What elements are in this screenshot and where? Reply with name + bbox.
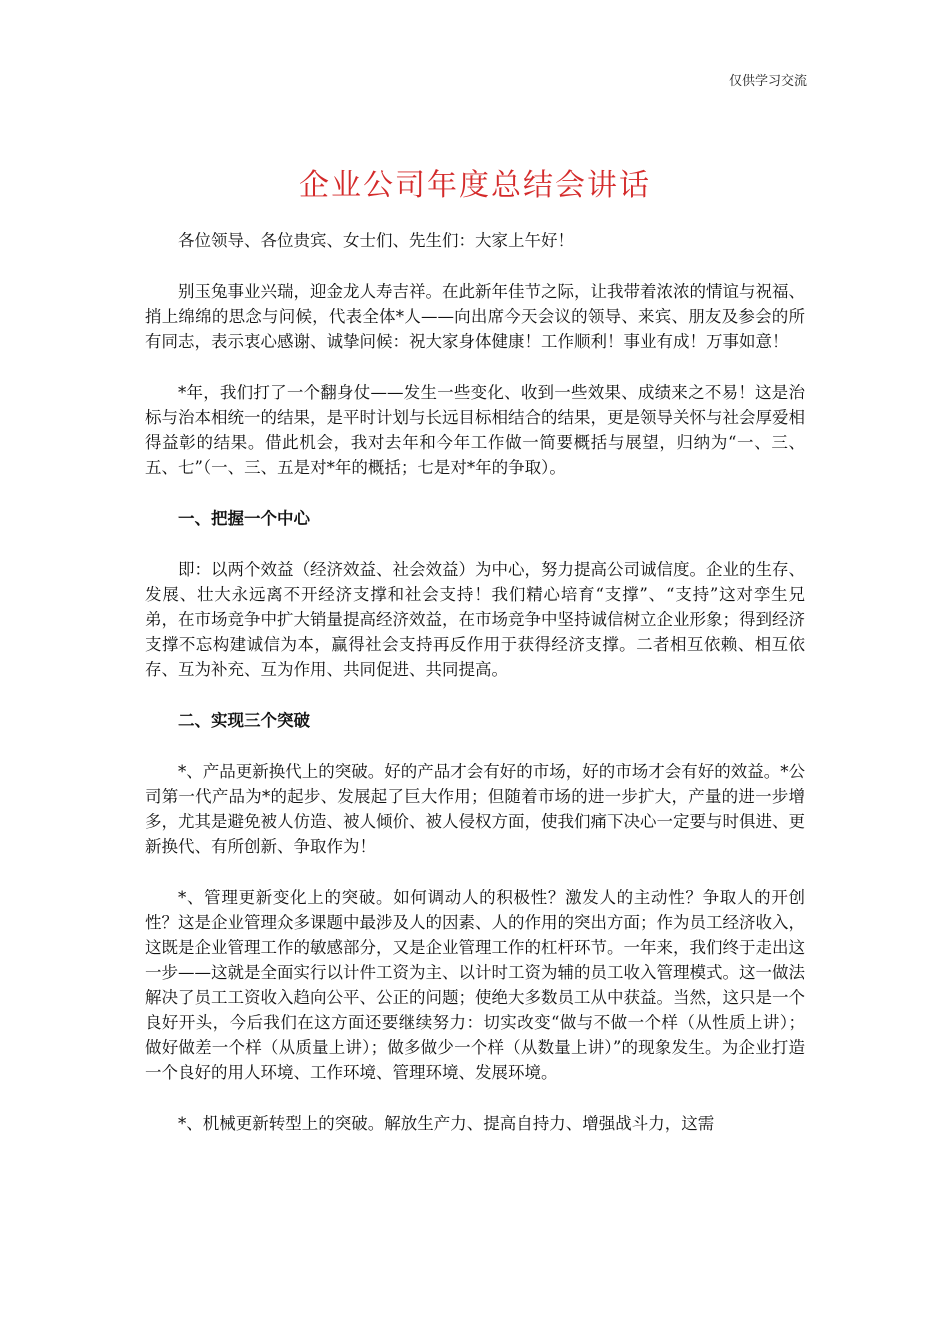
section-heading-2: 二、实现三个突破	[178, 711, 310, 730]
paragraph-6: *、机械更新转型上的突破。解放生产力、提高自持力、增强战斗力，这需	[178, 1114, 715, 1133]
section-heading-1: 一、把握一个中心	[178, 509, 310, 528]
document-title: 企业公司年度总结会讲话	[299, 168, 651, 203]
paragraph-3: 即：以两个效益（经济效益、社会效益）为中心，努力提高公司诚信度。企业的生存、发展、壮大永远离不开经济支撑和社会支持！我们精心培育“支撑”、“支持”这对孪生兄弟，在市场竞争中扩大销量提高经济效益，在市场竞争中坚持诚信树立企业形象；得到经济支撑不忘构建诚信为本，赢得社会支持再反作用于获得经济支撑。二者相互依赖、相互依存、互为补充、互为作用、共同促进、共同提高。	[145, 560, 805, 679]
paragraph-1: 别玉兔事业兴瑞，迎金龙人寿吉祥。在此新年佳节之际，让我带着浓浓的情谊与祝福、捎上绵绵的思念与问候，代表全体*人——向出席今天会议的领导、来宾、朋友及参会的所有同志，表示衷心感谢、诚挚问候：祝大家身体健康！工作顺利！事业有成！万事如意！	[145, 282, 805, 351]
paragraph-2: *年，我们打了一个翻身仗——发生一些变化、收到一些效果、成绩来之不易！这是治标与治本相统一的结果，是平时计划与长远目标相结合的结果，更是领导关怀与社会厚爱相得益彰的结果。借此机会，我对去年和今年工作做一简要概括与展望，归纳为“一、三、五、七”（一、三、五是对*年的概括；七是对*年的争取）。	[145, 383, 805, 477]
greeting-paragraph: 各位领导、各位贵宾、女士们、先生们：大家上午好！	[178, 231, 574, 250]
paragraph-5: *、管理更新变化上的突破。如何调动人的积极性？激发人的主动性？争取人的开创性？这是企业管理众多课题中最涉及人的因素、人的作用的突出方面；作为员工经济收入，这既是企业管理工作的敏感部分，又是企业管理工作的杠杆环节。一年来，我们终于走出这一步——这就是全面实行以计件工资为主、以计时工资为辅的员工收入管理模式。这一做法解决了员工工资收入趋向公平、公正的问题；使绝大多数员工从中获益。当然，这只是一个良好开头，今后我们在这方面还要继续努力：切实改变“做与不做一个样（从性质上讲）；做好做差一个样（从质量上讲）；做多做少一个样（从数量上讲）”的现象发生。为企业打造一个良好的用人环境、工作环境、管理环境、发展环境。	[145, 888, 805, 1082]
paragraph-4: *、产品更新换代上的突破。好的产品才会有好的市场，好的市场才会有好的效益。*公司第一代产品为*的起步、发展起了巨大作用；但随着市场的进一步扩大，产量的进一步增多，尤其是避免被人仿造、被人倾价、被人侵权方面，使我们痛下决心一定要与时俱进、更新换代、有所创新、争取作为！	[145, 762, 805, 856]
header-note: 仅供学习交流	[728, 74, 807, 89]
document-body	[145, 228, 805, 1162]
